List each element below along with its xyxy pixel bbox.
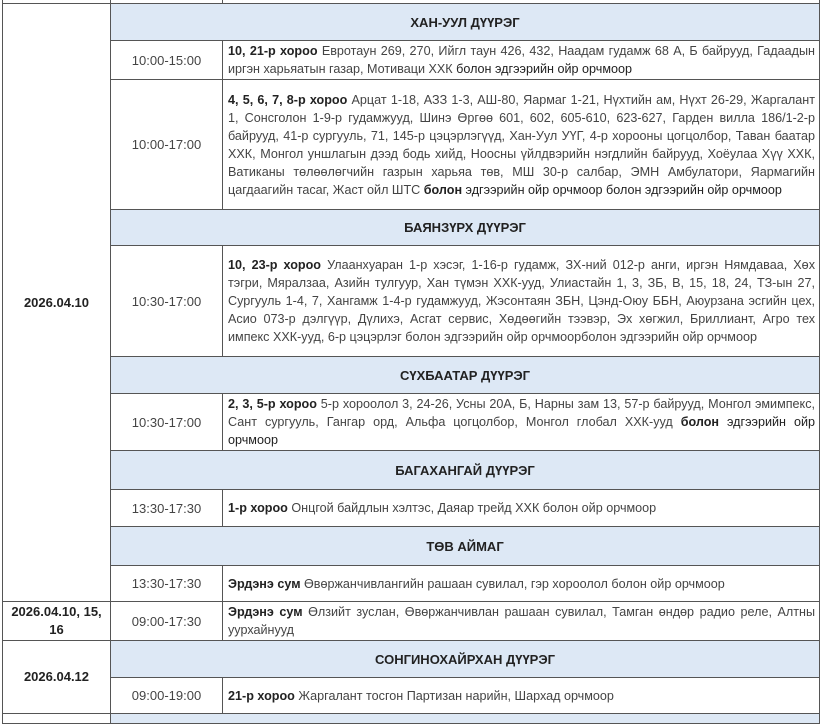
date-cell: 2026.04.10, 15, 16 — [3, 602, 111, 641]
description-tail: эдгээрийн ойр орчмоор — [228, 415, 816, 447]
next-header-partial — [111, 714, 820, 724]
table-row — [3, 490, 820, 527]
date-cell: 2026.04.10 — [3, 4, 111, 602]
table-row — [3, 566, 820, 602]
district-header-row — [3, 357, 820, 394]
time-cell: 10:00-15:00 — [111, 41, 223, 80]
description-cell — [223, 678, 820, 714]
khoroo-label: 1-р хороо — [228, 501, 288, 515]
description-text: Өвөржанчивлангийн рашаан сувилал, гэр хороолол болон ойр орчмоор — [300, 576, 725, 591]
time-cell: 10:30-17:00 — [111, 246, 223, 357]
table-row — [3, 41, 820, 80]
district-header: СОНГИНОХАЙРХАН ДҮҮРЭГ — [111, 641, 820, 678]
table-row — [3, 394, 820, 451]
description-text: Жаргалант тосгон Партизан нарийн, Шархад орчмоор — [294, 688, 614, 703]
table-row — [3, 80, 820, 210]
schedule-table — [2, 0, 820, 724]
district-header: БАЯНЗҮРХ ДҮҮРЭГ — [111, 210, 820, 246]
description-text: Евротаун 269, 270, Ийгл таун 426, 432, Наадам гудамж 68 А, Б байрууд, Гадаадын иргэн харьяатын газар, Мотиваци ХХК — [228, 44, 815, 76]
description-tail: болон эдгээрийн ойр орчмоорболон эдгээрийн ойр орчмоор — [401, 330, 757, 344]
description-text: Өлзийт зуслан, Өвөржанчивлан рашаан сувилал, Тамган өндөр радио реле, Алтны уурхайнууд — [228, 605, 815, 637]
table-row — [3, 678, 820, 714]
khoroo-label: Эрдэнэ сум — [228, 576, 301, 591]
district-header: БАГАХАНГАЙ ДҮҮРЭГ — [111, 451, 820, 490]
district-header-row — [3, 527, 820, 566]
time-cell: 10:00-17:00 — [111, 80, 223, 210]
table-row — [3, 602, 820, 641]
description-text: 5-р хороолол 3, 24-26, Усны 20А, Б, Нарны зам 13, 57-р байрууд, Монгол эмимпекс, Сант сургууль, Гангар орд, Альфа цогцолбор, Монгол глобал ХХК-ууд — [228, 397, 815, 429]
time-cell: 13:30-17:30 — [111, 490, 223, 527]
district-header-row — [3, 4, 820, 41]
empty-cell — [3, 714, 111, 724]
district-header: ХАН-УУЛ ДҮҮРЭГ — [111, 4, 820, 41]
khoroo-label: 2, 3, 5-р хороо — [228, 397, 317, 411]
description-cell — [223, 602, 820, 641]
description-tail-bold: болон — [672, 415, 720, 429]
date-cell: 2026.04.12 — [3, 641, 111, 714]
description-cell — [223, 80, 820, 210]
description-cell — [223, 41, 820, 80]
district-header: ТӨВ АЙМАГ — [111, 527, 820, 566]
district-header: СҮХБААТАР ДҮҮРЭГ — [111, 357, 820, 394]
description-cell — [223, 246, 820, 357]
district-header-row — [3, 451, 820, 490]
description-cell — [223, 394, 820, 451]
khoroo-label: 4, 5, 6, 7, 8-р хороо — [228, 92, 348, 107]
description-tail: болон эдгээрийн ойр орчмоор — [452, 62, 632, 76]
district-header-row — [3, 641, 820, 678]
time-cell: 13:30-17:30 — [111, 566, 223, 602]
description-text: Арцат 1-18, АЗЗ 1-3, АШ-80, Яармаг 1-21, Нүхтийн ам, Нүхт 26-29, Жаргалант 1, Сонсголон 1-9-р гудамжууд, Шинэ Өргөө 601, 602, 605-610, 623-627, Гарден вилла 186/1-2-р байрууд, 41-р сургууль, 71, 145-р цэцэрлэгүүд, Хан-Уул УҮГ, 4-р хорооны цогцолбор, Таван баатар ХХК, Монгол уншлагын дээд бодь хийд, Ноосны үйлдвэрийн нэгдлийн байрууд, Хоёулаа Хүү ХХК, Ватиканы төлөөлөгчийн газрын харьяа төв, МШ 30-р салбар, ЭМН Амбулатори, Яармагийн цагдаагийн тасаг, Жаст ойл ШТС — [228, 92, 816, 197]
khoroo-label: 10, 21-р хороо — [228, 44, 318, 58]
time-cell: 09:00-17:30 — [111, 602, 223, 641]
description-cell — [223, 490, 820, 527]
description-cell — [223, 566, 820, 602]
description-text: Улаанхуаран 1-р хэсэг, 1-16-р гудамж, ЗХ-ний 012-р анги, иргэн Нямдаваа, Хөх тэгри, Мяралзаа, Азийн тулгуур, Хан түмэн ХХК-ууд, Улиастайн 1, 3, ЗБ, В, 15, 18, 24, ТЗ-ын 27, Сургууль 1-4, 7, Хангамж 1-4-р гудамжууд, Жэсонтаян ЗБН, Цэнд-Оюу ББН, Аюурзана эсгийн цех, Асио 073-р дэлгүүр, Дүлихэ, Асгат сервис, Хөдөөгийн тээвэр, Эх хөгжил, Бриллиант, Агро тех импекс ХХК-ууд, 6-р цэцэрлэг — [228, 258, 815, 344]
khoroo-label: Эрдэнэ сум — [228, 605, 303, 619]
table-row — [3, 246, 820, 357]
table-row-bottom — [3, 714, 820, 724]
khoroo-label: 21-р хороо — [228, 688, 295, 703]
time-cell: 09:00-19:00 — [111, 678, 223, 714]
time-cell: 10:30-17:00 — [111, 394, 223, 451]
description-tail: эдгээрийн ойр орчмоор болон эдгээрийн ойр орчмоор — [462, 182, 782, 197]
khoroo-label: 10, 23-р хороо — [228, 258, 321, 272]
description-text: Онцгой байдлын хэлтэс, Даяар трейд ХХК болон ойр орчмоор — [287, 501, 657, 515]
district-header-row — [3, 210, 820, 246]
description-tail-bold: болон — [420, 182, 463, 197]
